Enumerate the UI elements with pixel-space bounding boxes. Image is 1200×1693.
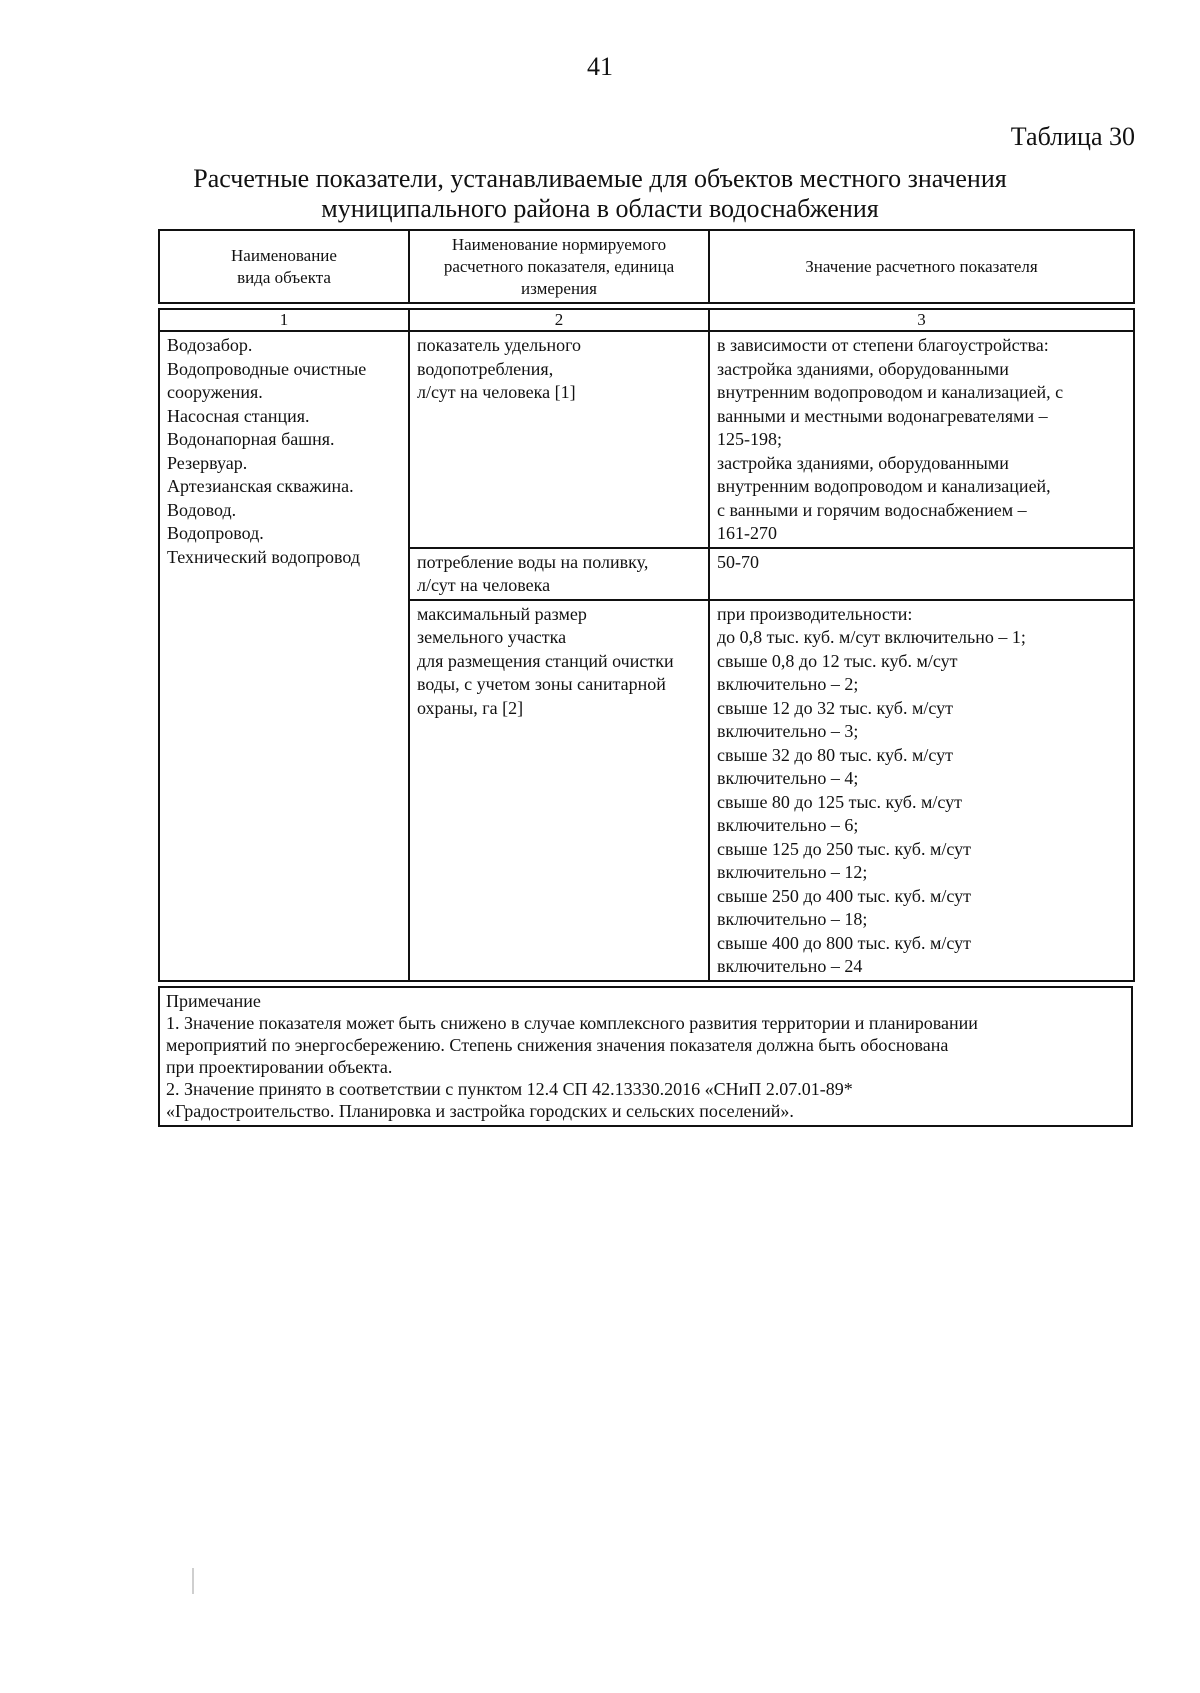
column-number-row <box>159 309 1134 331</box>
value-text: 161-270 <box>717 523 777 543</box>
value-text: при производительности: <box>717 603 913 624</box>
header-object-type <box>159 230 409 303</box>
indicator-text: воды, с учетом зоны санитарной <box>417 674 666 694</box>
note-text: мероприятий по энергосбережению. Степень снижения значения показателя должна быть обоснована <box>166 1034 949 1055</box>
object-type: сооружения. <box>167 382 263 402</box>
column-number: 2 <box>409 309 709 331</box>
indicator-text: потребление воды на поливку, <box>417 551 649 572</box>
value-text: включительно – 18; <box>717 909 868 929</box>
object-type: Водозабор. <box>167 335 253 355</box>
indicators-table <box>158 229 1135 982</box>
note-box <box>158 986 1133 1127</box>
value-cell <box>709 548 1134 600</box>
column-number: 1 <box>159 309 409 331</box>
table-label: Таблица 30 <box>1010 122 1135 151</box>
object-type: Водопровод. <box>167 523 264 543</box>
indicator-text: показатель удельного <box>417 335 582 355</box>
value-text: застройка зданиями, оборудованными <box>717 358 1009 379</box>
value-cell <box>709 600 1134 981</box>
header-text: измерения <box>521 279 597 298</box>
note-heading: Примечание <box>166 990 261 1011</box>
value-text: включительно – 24 <box>717 956 863 976</box>
title-line: муниципального района в области водоснабжения <box>321 194 879 223</box>
value-text: включительно – 4; <box>717 768 859 788</box>
header-value <box>709 230 1134 303</box>
value-cell <box>709 331 1134 548</box>
value-text: свыше 32 до 80 тыс. куб. м/сут <box>717 744 953 765</box>
indicator-cell <box>409 600 709 981</box>
value-text: в зависимости от степени благоустройства: <box>717 335 1049 355</box>
value-text: свыше 400 до 800 тыс. куб. м/сут <box>717 932 971 953</box>
indicator-cell <box>409 548 709 600</box>
indicator-text: л/сут на человека <box>417 575 551 595</box>
indicator-text: л/сут на человека [1] <box>417 382 576 402</box>
note-text: 2. Значение принято в соответствии с пунктом 12.4 СП 42.13330.2016 «СНиП 2.07.01-89* <box>166 1078 853 1099</box>
value-text: внутренним водопроводом и канализацией, с <box>717 382 1064 402</box>
object-type: Водонапорная башня. <box>167 429 335 449</box>
header-text: расчетного показателя, единица <box>443 257 675 276</box>
value-text: свыше 0,8 до 12 тыс. куб. м/сут <box>717 650 958 671</box>
value-text: свыше 12 до 32 тыс. куб. м/сут <box>717 697 953 718</box>
indicator-text: для размещения станций очистки <box>417 650 674 671</box>
value-text: включительно – 2; <box>717 674 859 694</box>
value-text: с ванными и горячим водоснабжением – <box>717 499 1027 520</box>
object-type: Водовод. <box>167 499 237 520</box>
object-type: Резервуар. <box>167 452 248 473</box>
title-line: Расчетные показатели, устанавливаемые для объектов местного значения <box>193 164 1007 193</box>
table-container <box>158 229 1133 1127</box>
header-row <box>159 230 1134 303</box>
value-text: включительно – 3; <box>717 721 859 741</box>
indicator-text: водопотребления, <box>417 358 554 379</box>
header-indicator <box>409 230 709 303</box>
value-text: свыше 80 до 125 тыс. куб. м/сут <box>717 791 962 812</box>
value-text: внутренним водопроводом и канализацией, <box>717 476 1051 496</box>
value-text: до 0,8 тыс. куб. м/сут включительно – 1; <box>717 627 1026 647</box>
header-text: Наименование <box>231 246 337 265</box>
indicator-cell <box>409 331 709 548</box>
indicator-text: земельного участка <box>417 627 567 647</box>
value-text: 125-198; <box>717 429 782 449</box>
value-text: свыше 125 до 250 тыс. куб. м/сут <box>717 838 971 859</box>
header-text: Наименование нормируемого <box>451 235 667 254</box>
value-text: включительно – 12; <box>717 862 868 882</box>
header-text: Значение расчетного показателя <box>805 257 1038 276</box>
table-row <box>159 331 1134 548</box>
value-text: включительно – 6; <box>717 815 859 835</box>
page-number: 41 <box>587 52 613 81</box>
note-text: «Градостроительство. Планировка и застройка городских и сельских поселений». <box>166 1100 794 1121</box>
value-text: свыше 250 до 400 тыс. куб. м/сут <box>717 885 971 906</box>
indicator-text: максимальный размер <box>417 603 587 624</box>
value-text: ванными и местными водонагревателями – <box>717 405 1048 426</box>
value-text: застройка зданиями, оборудованными <box>717 452 1009 473</box>
table-title <box>150 164 1050 224</box>
scan-artifact <box>192 1568 194 1594</box>
note-text: 1. Значение показателя может быть снижено в случае комплексного развития территории и планировании <box>166 1012 978 1033</box>
value-text: 50-70 <box>717 551 759 572</box>
object-type: Насосная станция. <box>167 405 310 426</box>
column-number: 3 <box>709 309 1134 331</box>
object-type: Водопроводные очистные <box>167 358 367 379</box>
object-types-cell <box>159 331 409 981</box>
object-type: Артезианская скважина. <box>167 476 354 496</box>
note-text: при проектировании объекта. <box>166 1056 393 1077</box>
header-text: вида объекта <box>237 268 331 287</box>
object-type: Технический водопровод <box>167 546 360 567</box>
indicator-text: охраны, га [2] <box>417 697 524 718</box>
